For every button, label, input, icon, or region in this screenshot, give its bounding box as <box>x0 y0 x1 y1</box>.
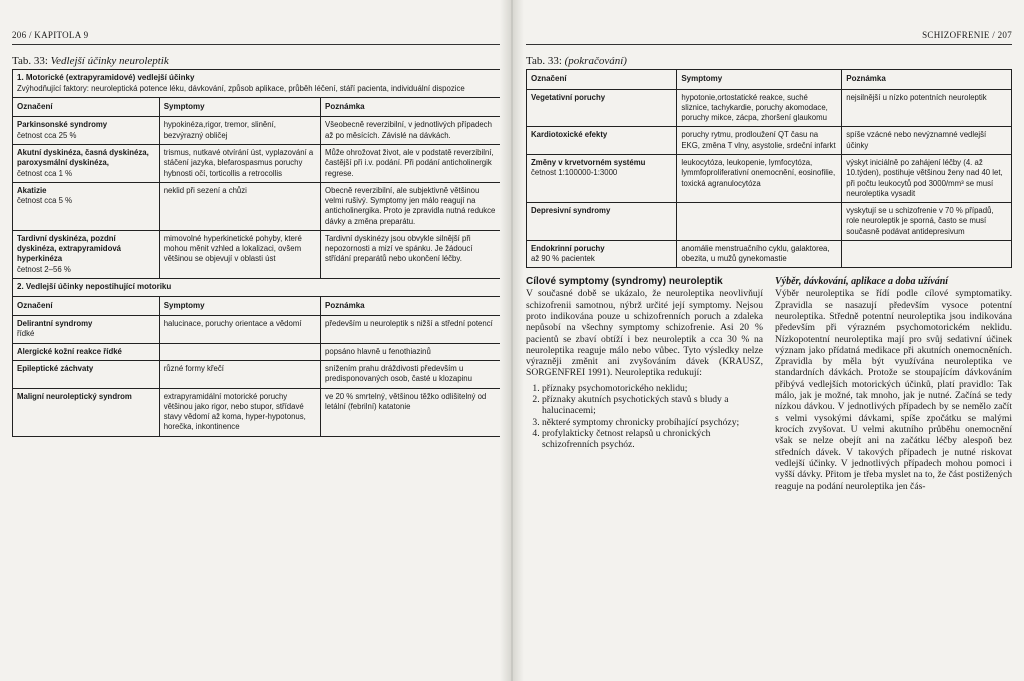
row-note: vyskytují se u schizofrenie v 70 % případů, role neuroleptik je sporná, často se musí současně podávat antidepresivum <box>842 203 1012 241</box>
row-symptoms: hypokinéza,rigor, tremor, slinění, bezvýrazný obličej <box>159 117 320 145</box>
section1-title: 1. Motorické (extrapyramidové) vedlejší účinky <box>17 73 195 82</box>
row-name: Endokrinní poruchy <box>531 243 605 253</box>
row-symptoms: hypotonie,ortostatické reakce, suché sliznice, tachykardie, poruchy akomodace, poruchy mikce, zácpa, zhoršení glaukomu <box>677 89 842 127</box>
row-frequency: četnost cca 5 % <box>17 196 73 206</box>
table-row <box>527 240 1012 268</box>
right-page <box>516 0 1024 681</box>
left-running-header: 206 / KAPITOLA 9 <box>12 30 502 45</box>
col-header-note: Poznámka <box>842 70 1012 90</box>
row-name: Akatizie <box>17 185 47 195</box>
row-name-cell <box>13 388 160 436</box>
row-frequency: až 90 % pacientek <box>531 254 595 264</box>
table-row <box>13 360 502 388</box>
col-header-note: Poznámka <box>321 97 502 117</box>
left-page <box>0 0 508 681</box>
row-name: Akutní dyskinéza, časná dyskinéza, paroxysmální dyskinéza, <box>17 147 149 168</box>
row-name-cell <box>13 316 160 344</box>
target-symptoms-heading: Cílové symptomy (syndromy) neuroleptik <box>526 276 723 288</box>
table-row <box>13 316 502 344</box>
row-frequency: četnost cca 1 % <box>17 168 73 178</box>
row-name-cell <box>13 343 160 360</box>
row-note: nejsilnější u nízko potentních neuroleptik <box>842 89 1012 127</box>
row-symptoms <box>159 343 320 360</box>
side-effects-table-continued <box>526 69 1012 268</box>
section2-rows <box>13 316 502 437</box>
row-name-cell <box>13 182 160 230</box>
target-symptoms-text: V současné době se ukázalo, že neuroleptika neovlivňují schizofrenii samotnou, nýbrž určité její symptomy. Nejsou proto indikována pouze u schizofrenních poruch a zdaleka nepůsobí na všechny symptomy schizofrenie. Asi 20 % pacientů se zbaví obtíží i bez neuroleptik a cca 30 % na neuroleptika reaguje málo nebo vůbec. Tyto výsledky nelze výrazněji změnit ani zvyšováním dávek (KRAUSZ, SORGENFREI 1991). Neuroleptika redukují: <box>526 288 763 379</box>
row-name: Kardiotoxické efekty <box>531 130 608 140</box>
row-note: popsáno hlavně u fenothiazinů <box>321 343 502 360</box>
row-name: Maligní neuroleptický syndrom <box>17 391 132 401</box>
table-header-row-2 <box>13 296 502 316</box>
col-header-symptoms: Symptomy <box>159 296 320 316</box>
row-name-cell <box>13 144 160 182</box>
row-note: výskyt iniciálně po zahájení léčby (4. až 10.týden), postihuje většinou ženy nad 40 let, při počtu leukocytů pod 3000/mm³ se musí neuroleptika vysadit <box>842 154 1012 202</box>
row-symptoms <box>677 203 842 241</box>
row-symptoms: trismus, nutkavé otvírání úst, vyplazování a stáčení jazyka, blefarospasmus poruchy hybnosti očí, torticollis a retrocollis <box>159 144 320 182</box>
row-symptoms: různé formy křečí <box>159 360 320 388</box>
table-header-row <box>13 97 502 117</box>
col-header-note: Poznámka <box>321 296 502 316</box>
table-row <box>13 343 502 360</box>
row-symptoms: mimovolné hyperkinetické pohyby, které mohou měnit vzhled a lokalizaci, ovšem většinou se objevují v oblasti úst <box>159 230 320 278</box>
row-name: Delirantní syndromy <box>17 319 93 329</box>
section2-title: 2. Vedlejší účinky nepostihující motoriku <box>13 279 502 297</box>
continued-rows <box>527 89 1012 268</box>
section1-cell <box>13 70 502 98</box>
row-symptoms: halucinace, poruchy orientace a vědomí <box>159 316 320 344</box>
row-frequency: četnost 2–56 % <box>17 264 71 274</box>
dosage-text: Výběr neuroleptika se řídí podle cílové symptomatiky. Zpravidla se nasazují především vysoce potentní neuroleptika. Středně potentní neuroleptika jsou indikována především při výrazném psychomotorickém neklidu. Nízkopotentní neuroleptika mají pro svůj sedativní účinek význam jako přídatná medikace při akutních onemocněních. Zpravidla by měla být využívána neuroleptika ve standardních dávkách. Protože se stoupajícím dávkováním přibývá vedlejších motorických účinků, platí pravidlo: Tak málo, jak je možné, tak mnoho, jak je nutné. Začíná se tedy nízkou dávkou. V jednotlivých případech by se nemělo začít s velmi vysokými dávkami, spíše zpočátku se malými krocích zvyšovat. U velmi akutního průběhu onemocnění však se nelze obejít ani na začátku léčby alespoň bez středních dávek. V takových případech je nutné riskovat vedlejší účinky. V jednotlivých případech mohou pomoci i vyšší dávky. Přitom je třeba myslet na to, že část postižených reaguje na podání neuroleptika jen čás- <box>775 288 1012 492</box>
table-row <box>527 203 1012 241</box>
row-note: ve 20 % smrtelný, většinou těžko odlišitelný od letální (febrilní) katatonie <box>321 388 502 436</box>
right-running-header: SCHIZOFRENIE / 207 <box>526 30 1012 45</box>
row-note: především u neuroleptik s nižší a střední potencí <box>321 316 502 344</box>
list-item: 1. příznaky psychomotorického neklidu; <box>542 383 763 394</box>
col-header-symptoms: Symptomy <box>677 70 842 90</box>
row-note: Tardivní dyskinézy jsou obvykle silnější při nepozornosti a mizí ve spánku. Je žádoucí střídání preparátů nebo ukončení léčby. <box>321 230 502 278</box>
section1-intro: Zvýhodňující faktory: neuroleptická potence léku, dávkování, způsob aplikace, průběh léčení, stáří pacienta, individuální dispozice <box>17 83 465 93</box>
row-frequency: řídké <box>17 329 35 339</box>
left-table-title: Tab. 33: Vedlejší účinky neuroleptik <box>12 55 169 67</box>
row-symptoms: neklid při sezení a chůzi <box>159 182 320 230</box>
row-name-cell <box>13 117 160 145</box>
row-frequency: četnost cca 25 % <box>17 130 77 140</box>
row-name: Tardivní dyskinéza, pozdní dyskinéza, extrapyramidová hyperkinéza <box>17 233 122 264</box>
list-item: 3. některé symptomy chronicky probíhající psychózy; <box>542 417 763 428</box>
col-header-symptoms: Symptomy <box>159 97 320 117</box>
row-symptoms: anomálie menstruačního cyklu, galaktorea, obezita, u mužů gynekomastie <box>677 240 842 268</box>
table-row <box>13 144 502 182</box>
section1-rows <box>13 117 502 279</box>
text-columns <box>526 276 1012 491</box>
row-symptoms: leukocytóza, leukopenie, lymfocytóza, lymmfoproliferativní onemocnění, eosinofilie, toxická agranulocytóza <box>677 154 842 202</box>
row-name: Depresivní syndromy <box>531 206 611 216</box>
col-header-name: Označení <box>13 296 160 316</box>
dosage-heading: Výběr, dávkování, aplikace a doba užívání <box>775 276 949 288</box>
table-row <box>13 230 502 278</box>
table-header-row <box>527 70 1012 90</box>
list-item: 2. příznaky akutních psychotických stavů s bludy a halucinacemi; <box>542 394 763 417</box>
row-symptoms: poruchy rytmu, prodloužení QT času na EKG, změna T vlny, asystolie, srdeční infarkt <box>677 127 842 155</box>
row-name-cell <box>527 127 677 155</box>
row-name: Parkinsonské syndromy <box>17 120 108 130</box>
row-name: Změny v krvetvorném systému <box>531 157 646 167</box>
row-name-cell <box>13 230 160 278</box>
table-row <box>527 89 1012 127</box>
table-row <box>13 117 502 145</box>
row-name: Alergické kožní reakce řídké <box>17 346 122 356</box>
table-row <box>13 182 502 230</box>
row-name-cell <box>527 154 677 202</box>
reduction-list <box>526 383 763 451</box>
col-header-name: Označení <box>527 70 677 90</box>
row-note: spíše vzácné nebo nevýznamné vedlejší účinky <box>842 127 1012 155</box>
text-column-left <box>526 276 763 491</box>
table-row <box>527 154 1012 202</box>
col-header-name: Označení <box>13 97 160 117</box>
table-row <box>527 127 1012 155</box>
row-note: snížením prahu dráždivosti především u predisponovaných osob, časté u klozapinu <box>321 360 502 388</box>
row-note: Obecně reverzibilní, ale subjektivně většinou velmi rušivý. Symptomy jen málo reagují na anticholinergika. Proto je zpravidla nutná redukce dávky a změna preparátu. <box>321 182 502 230</box>
side-effects-table <box>12 69 502 437</box>
row-note: Všeobecně reverzibilní, v jednotlivých případech až po měsících. Závislé na dávkách. <box>321 117 502 145</box>
row-name-cell <box>527 203 677 241</box>
row-name-cell <box>527 240 677 268</box>
row-symptoms: extrapyramidální motorické poruchy většinou jako rigor, nebo stupor, střídavé stavy vědomí až koma, hyper-hypotonus, horečka, inkontinence <box>159 388 320 436</box>
text-column-right <box>775 276 1012 491</box>
row-note <box>842 240 1012 268</box>
table-row <box>13 388 502 436</box>
row-note: Může ohrožovat život, ale v podstatě reverzibilní, častější při i.v. podání. Při podání anticholinergik regrese. <box>321 144 502 182</box>
row-name: Epileptické záchvaty <box>17 363 94 373</box>
row-name-cell <box>527 89 677 127</box>
right-table-title: Tab. 33: (pokračování) <box>526 55 627 67</box>
row-name-cell <box>13 360 160 388</box>
row-name: Vegetativní poruchy <box>531 92 606 102</box>
list-item: 4. profylakticky četnost relapsů u chronických schizofrenních psychóz. <box>542 428 763 451</box>
row-frequency: četnost 1:100000-1:3000 <box>531 168 618 178</box>
